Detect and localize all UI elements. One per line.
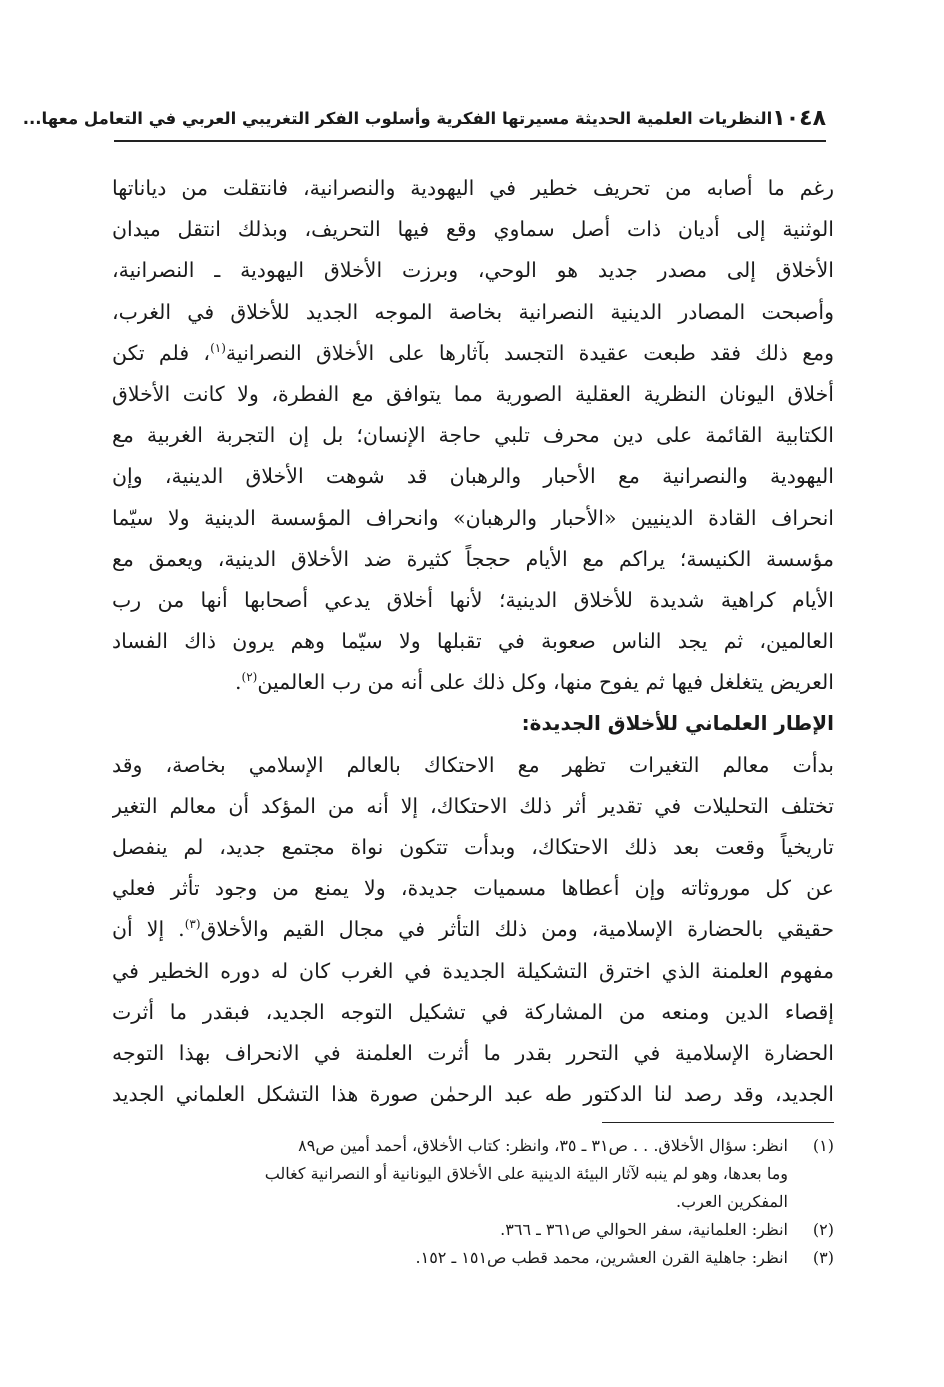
footnote-rule bbox=[602, 1122, 834, 1123]
text-line: مؤسسة الكنيسة؛ يراكم مع الأيام حججاً كثيرة ضد الأخلاق الدينية، ويعمق مع bbox=[112, 546, 834, 571]
footnote-text bbox=[112, 1244, 788, 1272]
text-line: الحضارة الإسلامية في التحرر بقدر ما أثرت العلمنة في الانحراف بهذا التوجه bbox=[112, 1040, 834, 1065]
text-line: الوثنية إلى أديان ذات أصل سماوي وقع فيها التحريف، وبذلك انتقل ميدان bbox=[112, 217, 834, 242]
text-line: تختلف التحليلات في تقدير أثر ذلك الاحتكاك، إلا أنه من المؤكد أن معالم التغير bbox=[112, 793, 834, 818]
text-line bbox=[112, 662, 834, 703]
footnote-1 bbox=[112, 1132, 834, 1216]
text-line bbox=[112, 333, 834, 374]
text-line: وأصبحت المصادر الدينية النصرانية بخاصة الموجه الجديد للأخلاق في الغرب، bbox=[112, 299, 834, 324]
page-number: ١٠٤٨ bbox=[772, 105, 826, 131]
footnote-number: (٣) bbox=[812, 1248, 834, 1267]
text-line: تاريخياً وقعت بعد ذلك الاحتكاك، وبدأت تتكون نواة مجتمع جديد، لم ينفصل bbox=[112, 835, 834, 859]
footnotes bbox=[112, 1132, 834, 1272]
text-segment: . إلا أن bbox=[112, 917, 185, 942]
footnote-number: (٢) bbox=[812, 1220, 834, 1239]
header-rule bbox=[114, 140, 826, 142]
footnote-text bbox=[112, 1132, 788, 1216]
text-segment: ومع ذلك فقد طبعت عقيدة التجسد بآثارها على الأخلاق النصرانية bbox=[225, 340, 834, 365]
text-segment: ، فلم تكن bbox=[112, 340, 211, 365]
text-line: عن كل موروثاته وإن أعطاها مسميات جديدة، ولا يمنع من وجود تأثر فعلي bbox=[112, 876, 834, 901]
footnote-text bbox=[112, 1216, 788, 1244]
footnote-ref-2[interactable]: (٢) bbox=[241, 670, 258, 685]
text-line: بدأت معالم التغيرات تظهر مع الاحتكاك بالعالم الإسلامي بخاصة، وقد bbox=[112, 752, 834, 777]
text-line: الجديد، وقد رصد لنا الدكتور طه عبد الرحمٰن صورة هذا التشكل العلماني الجديد bbox=[112, 1082, 834, 1107]
paragraph-2 bbox=[112, 745, 834, 1116]
footnote-line: انظر: العلمانية، سفر الحوالي ص٣٦١ ـ ٣٦٦. bbox=[500, 1220, 788, 1239]
footnote-number: (١) bbox=[812, 1136, 834, 1155]
footnote-line: وما بعدها، وهو لم ينبه لآثار البيئة الدينية على الأخلاق اليونانية أو النصرانية كغالب bbox=[264, 1164, 788, 1183]
footnote-ref-3[interactable]: (٣) bbox=[184, 917, 201, 932]
section-title: الإطار العلماني للأخلاق الجديدة: bbox=[521, 711, 834, 736]
text-line: انحراف القادة الدينيين «الأحبار والرهبان» وانحراف المؤسسة الدينية ولا سيّما bbox=[112, 505, 834, 530]
text-line: أخلاق اليونان النظرية العقلية الصورية مما يتوافق مع الفطرة، ولا كانت الأخلاق bbox=[112, 381, 834, 406]
text-segment: . bbox=[235, 670, 242, 695]
footnote-2 bbox=[112, 1216, 834, 1244]
page-header bbox=[22, 100, 826, 136]
body-text bbox=[112, 168, 834, 1115]
text-segment: حقيقي بالحضارة الإسلامية، ومن ذلك التأثر في مجال القيم والأخلاق bbox=[200, 917, 834, 942]
text-line: اليهودية والنصرانية مع الأحبار والرهبان قد شوهت الأخلاق الدينية، وإن bbox=[112, 464, 834, 489]
text-line: رغم ما أصابه من تحريف خطير في اليهودية والنصرانية، فانتقلت من دياناتها bbox=[112, 176, 834, 200]
text-line: الأيام كراهية شديدة للأخلاق الدينية؛ لأنها أخلاق يدعي أصحابها أنها من رب bbox=[112, 587, 834, 612]
paragraph-1 bbox=[112, 168, 834, 703]
footnote-ref-1[interactable]: (١) bbox=[210, 340, 226, 355]
footnote-3 bbox=[112, 1244, 834, 1272]
running-title: النظريات العلمية الحديثة مسيرتها الفكرية وأسلوب الفكر التغريبي العربي في التعامل معها... bbox=[22, 108, 773, 128]
text-line: الأخلاق إلى مصدر جديد هو الوحي، وبرزت الأخلاق اليهودية ـ النصرانية، bbox=[112, 258, 834, 283]
text-segment: العريض يتغلغل فيها ثم يفوح منها، وكل ذلك على أنه من رب العالمين bbox=[257, 670, 834, 695]
text-line: إقصاء الدين ومنعه من المشاركة في تشكيل التوجه الجديد، فبقدر ما أثرت bbox=[112, 999, 834, 1024]
text-line: العالمين، ثم يجد الناس صعوبة في تقبلها ولا سيّما وهم يرون ذاك الفساد bbox=[112, 629, 834, 654]
text-line bbox=[112, 909, 834, 950]
text-line: مفهوم العلمنة الذي اخترق التشكيلة الجديدة في الغرب كان له دوره الخطير في bbox=[112, 958, 834, 983]
footnote-line: انظر: جاهلية القرن العشرين، محمد قطب ص١٥١ ـ ١٥٢. bbox=[415, 1248, 788, 1267]
text-line: الكتابية القائمة على دين محرف تلبي حاجة الإنسان؛ بل إن التجربة الغربية مع bbox=[112, 423, 834, 448]
footnote-line: المفكرين العرب. bbox=[675, 1192, 788, 1211]
footnote-line: انظر: سؤال الأخلاق. . . ص٣١ ـ ٣٥، وانظر: كتاب الأخلاق، أحمد أمين ص٨٩ bbox=[298, 1136, 788, 1155]
